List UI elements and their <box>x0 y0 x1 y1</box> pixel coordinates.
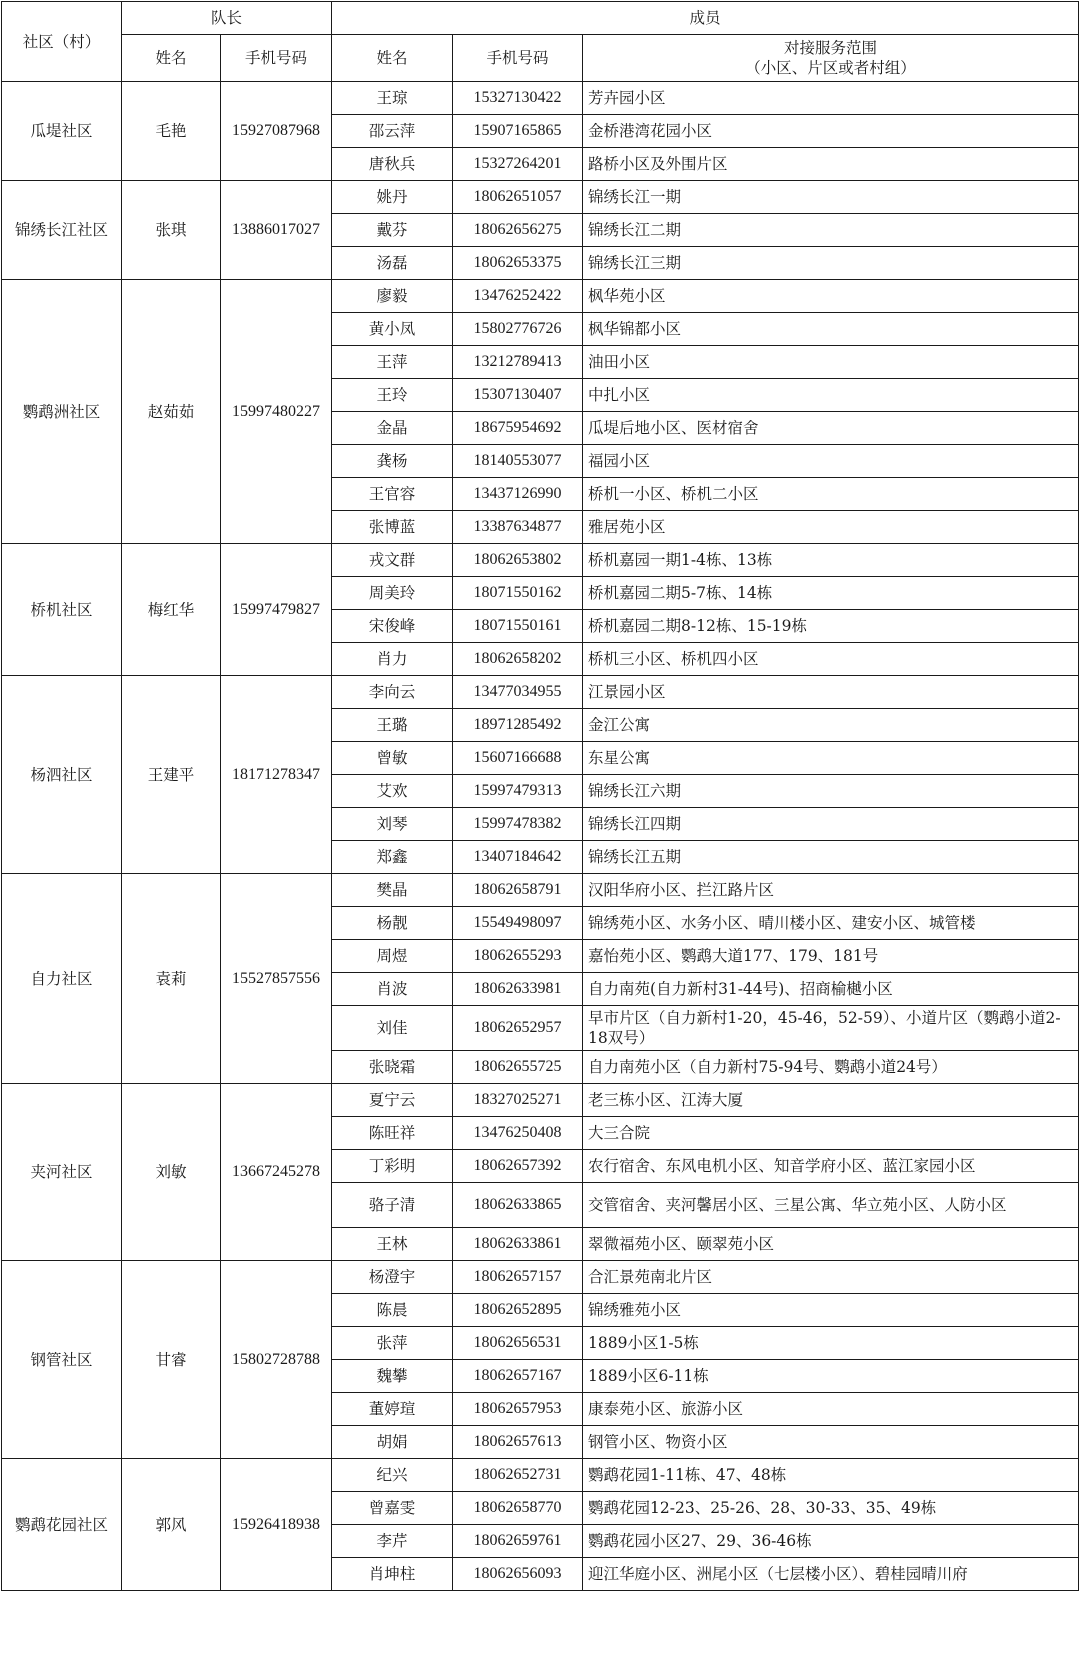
member-name-cell: 肖力 <box>332 643 453 676</box>
member-name-cell: 黄小凤 <box>332 313 453 346</box>
member-scope-cell: 路桥小区及外围片区 <box>583 148 1079 181</box>
member-scope-cell: 自力南苑小区（自力新村75-94号、鹦鹉小道24号） <box>583 1051 1079 1084</box>
member-scope-cell: 1889小区1-5栋 <box>583 1327 1079 1360</box>
member-name-cell: 姚丹 <box>332 181 453 214</box>
member-name-cell: 廖毅 <box>332 280 453 313</box>
member-phone-cell: 18062658770 <box>453 1492 583 1525</box>
member-phone-cell: 18971285492 <box>453 709 583 742</box>
leader-phone-cell: 15997479827 <box>221 544 332 676</box>
member-name-cell: 周煜 <box>332 940 453 973</box>
community-cell: 钢管社区 <box>2 1261 122 1459</box>
member-phone-cell: 18140553077 <box>453 445 583 478</box>
member-phone-cell: 18327025271 <box>453 1084 583 1117</box>
member-scope-cell: 大三合院 <box>583 1117 1079 1150</box>
member-scope-cell: 桥机嘉园二期8-12栋、15-19栋 <box>583 610 1079 643</box>
member-phone-cell: 18062657157 <box>453 1261 583 1294</box>
member-phone-cell: 18062652957 <box>453 1006 583 1051</box>
member-name-cell: 金晶 <box>332 412 453 445</box>
header-scope <box>583 35 1079 82</box>
community-cell: 锦绣长江社区 <box>2 181 122 280</box>
member-name-cell: 汤磊 <box>332 247 453 280</box>
member-scope-cell: 枫华苑小区 <box>583 280 1079 313</box>
member-name-cell: 李芹 <box>332 1525 453 1558</box>
table-row <box>2 1084 1079 1117</box>
member-scope-cell: 桥机三小区、桥机四小区 <box>583 643 1079 676</box>
community-contact-table <box>1 1 1079 1591</box>
community-cell: 杨泗社区 <box>2 676 122 874</box>
table-row <box>2 676 1079 709</box>
leader-name-cell: 毛艳 <box>122 82 221 181</box>
member-scope-cell: 交管宿舍、夹河馨居小区、三星公寓、华立苑小区、人防小区 <box>583 1183 1079 1228</box>
member-scope-cell: 嘉怡苑小区、鹦鹉大道177、179、181号 <box>583 940 1079 973</box>
community-cell: 鹦鹉花园社区 <box>2 1459 122 1591</box>
leader-name-cell: 张琪 <box>122 181 221 280</box>
member-phone-cell: 15802776726 <box>453 313 583 346</box>
member-scope-cell: 东星公寓 <box>583 742 1079 775</box>
member-scope-cell: 迎江华庭小区、洲尾小区（七层楼小区）、碧桂园晴川府 <box>583 1558 1079 1591</box>
table-row <box>2 181 1079 214</box>
member-phone-cell: 18062652895 <box>453 1294 583 1327</box>
member-phone-cell: 18062658791 <box>453 874 583 907</box>
community-cell: 夹河社区 <box>2 1084 122 1261</box>
member-phone-cell: 18062658202 <box>453 643 583 676</box>
community-cell: 鹦鹉洲社区 <box>2 280 122 544</box>
member-phone-cell: 18062656275 <box>453 214 583 247</box>
member-name-cell: 周美玲 <box>332 577 453 610</box>
member-scope-cell: 农行宿舍、东风电机小区、知音学府小区、蓝江家园小区 <box>583 1150 1079 1183</box>
member-name-cell: 樊晶 <box>332 874 453 907</box>
header-scope-line2: （小区、片区或者村组） <box>745 59 916 77</box>
member-phone-cell: 18062655293 <box>453 940 583 973</box>
member-scope-cell: 自力南苑(自力新村31-44号)、招商榆樾小区 <box>583 973 1079 1006</box>
leader-name-cell: 郭风 <box>122 1459 221 1591</box>
leader-phone-cell: 18171278347 <box>221 676 332 874</box>
member-scope-cell: 鹦鹉花园1-11栋、47、48栋 <box>583 1459 1079 1492</box>
member-name-cell: 刘佳 <box>332 1006 453 1051</box>
member-name-cell: 邵云萍 <box>332 115 453 148</box>
table-row <box>2 82 1079 115</box>
member-name-cell: 丁彩明 <box>332 1150 453 1183</box>
member-phone-cell: 18071550162 <box>453 577 583 610</box>
member-scope-cell: 早市片区（自力新村1-20，45-46，52-59）、小道片区（鹦鹉小道2-18双号） <box>583 1006 1079 1051</box>
member-scope-cell: 江景园小区 <box>583 676 1079 709</box>
member-scope-cell: 瓜堤后地小区、医材宿舍 <box>583 412 1079 445</box>
member-scope-cell: 鹦鹉花园12-23、25-26、28、30-33、35、49栋 <box>583 1492 1079 1525</box>
member-name-cell: 戎文群 <box>332 544 453 577</box>
header-leader-group: 队长 <box>122 2 332 35</box>
member-phone-cell: 18062659761 <box>453 1525 583 1558</box>
member-name-cell: 张晓霜 <box>332 1051 453 1084</box>
member-phone-cell: 13387634877 <box>453 511 583 544</box>
member-name-cell: 陈旺祥 <box>332 1117 453 1150</box>
member-phone-cell: 18062653802 <box>453 544 583 577</box>
member-name-cell: 肖波 <box>332 973 453 1006</box>
member-phone-cell: 18062652731 <box>453 1459 583 1492</box>
member-phone-cell: 15607166688 <box>453 742 583 775</box>
member-name-cell: 骆子清 <box>332 1183 453 1228</box>
community-cell: 自力社区 <box>2 874 122 1084</box>
member-name-cell: 张萍 <box>332 1327 453 1360</box>
member-phone-cell: 15907165865 <box>453 115 583 148</box>
member-name-cell: 王玲 <box>332 379 453 412</box>
member-scope-cell: 鹦鹉花园小区27、29、36-46栋 <box>583 1525 1079 1558</box>
table-row <box>2 280 1079 313</box>
member-phone-cell: 18062633981 <box>453 973 583 1006</box>
member-scope-cell: 汉阳华府小区、拦江路片区 <box>583 874 1079 907</box>
member-name-cell: 杨澄宇 <box>332 1261 453 1294</box>
leader-phone-cell: 13886017027 <box>221 181 332 280</box>
member-phone-cell: 18062633861 <box>453 1228 583 1261</box>
member-phone-cell: 18675954692 <box>453 412 583 445</box>
member-scope-cell: 老三栋小区、江涛大厦 <box>583 1084 1079 1117</box>
member-scope-cell: 桥机嘉园一期1-4栋、13栋 <box>583 544 1079 577</box>
member-name-cell: 李向云 <box>332 676 453 709</box>
member-name-cell: 郑鑫 <box>332 841 453 874</box>
member-scope-cell: 油田小区 <box>583 346 1079 379</box>
member-scope-cell: 雅居苑小区 <box>583 511 1079 544</box>
leader-phone-cell: 13667245278 <box>221 1084 332 1261</box>
member-phone-cell: 18062656531 <box>453 1327 583 1360</box>
member-phone-cell: 15549498097 <box>453 907 583 940</box>
header-community: 社区（村） <box>2 2 122 82</box>
member-name-cell: 胡娟 <box>332 1426 453 1459</box>
leader-name-cell: 袁莉 <box>122 874 221 1084</box>
member-phone-cell: 15327130422 <box>453 82 583 115</box>
member-phone-cell: 15997479313 <box>453 775 583 808</box>
member-phone-cell: 15327264201 <box>453 148 583 181</box>
member-name-cell: 艾欢 <box>332 775 453 808</box>
table-row <box>2 1459 1079 1492</box>
member-scope-cell: 福园小区 <box>583 445 1079 478</box>
member-scope-cell: 中扎小区 <box>583 379 1079 412</box>
member-name-cell: 刘琴 <box>332 808 453 841</box>
member-name-cell: 王林 <box>332 1228 453 1261</box>
header-scope-line1: 对接服务范围 <box>784 39 878 57</box>
member-phone-cell: 15307130407 <box>453 379 583 412</box>
leader-name-cell: 刘敏 <box>122 1084 221 1261</box>
header-member-name: 姓名 <box>332 35 453 82</box>
header-leader-name: 姓名 <box>122 35 221 82</box>
member-name-cell: 龚杨 <box>332 445 453 478</box>
member-phone-cell: 18062657953 <box>453 1393 583 1426</box>
member-phone-cell: 18062655725 <box>453 1051 583 1084</box>
member-scope-cell: 锦绣长江二期 <box>583 214 1079 247</box>
member-phone-cell: 13437126990 <box>453 478 583 511</box>
member-scope-cell: 锦绣雅苑小区 <box>583 1294 1079 1327</box>
member-phone-cell: 18062656093 <box>453 1558 583 1591</box>
member-scope-cell: 1889小区6-11栋 <box>583 1360 1079 1393</box>
member-name-cell: 王琼 <box>332 82 453 115</box>
member-phone-cell: 13476252422 <box>453 280 583 313</box>
member-scope-cell: 桥机嘉园二期5-7栋、14栋 <box>583 577 1079 610</box>
member-scope-cell: 金桥港湾花园小区 <box>583 115 1079 148</box>
leader-name-cell: 梅红华 <box>122 544 221 676</box>
member-scope-cell: 锦绣苑小区、水务小区、晴川楼小区、建安小区、城管楼 <box>583 907 1079 940</box>
table-row <box>2 1261 1079 1294</box>
member-name-cell: 唐秋兵 <box>332 148 453 181</box>
member-phone-cell: 13477034955 <box>453 676 583 709</box>
member-name-cell: 曾嘉雯 <box>332 1492 453 1525</box>
leader-phone-cell: 15997480227 <box>221 280 332 544</box>
member-phone-cell: 13212789413 <box>453 346 583 379</box>
header-leader-phone: 手机号码 <box>221 35 332 82</box>
header-row-1 <box>2 2 1079 35</box>
member-scope-cell: 锦绣长江四期 <box>583 808 1079 841</box>
member-phone-cell: 15997478382 <box>453 808 583 841</box>
member-name-cell: 杨靓 <box>332 907 453 940</box>
leader-phone-cell: 15927087968 <box>221 82 332 181</box>
leader-phone-cell: 15527857556 <box>221 874 332 1084</box>
member-name-cell: 曾敏 <box>332 742 453 775</box>
leader-phone-cell: 15802728788 <box>221 1261 332 1459</box>
member-scope-cell: 锦绣长江五期 <box>583 841 1079 874</box>
table-row <box>2 544 1079 577</box>
member-name-cell: 纪兴 <box>332 1459 453 1492</box>
member-phone-cell: 18062651057 <box>453 181 583 214</box>
member-phone-cell: 18071550161 <box>453 610 583 643</box>
member-phone-cell: 13407184642 <box>453 841 583 874</box>
member-name-cell: 魏攀 <box>332 1360 453 1393</box>
leader-name-cell: 王建平 <box>122 676 221 874</box>
leader-name-cell: 赵茹茹 <box>122 280 221 544</box>
member-name-cell: 张博蓝 <box>332 511 453 544</box>
community-cell: 桥机社区 <box>2 544 122 676</box>
community-cell: 瓜堤社区 <box>2 82 122 181</box>
member-name-cell: 董婷瑄 <box>332 1393 453 1426</box>
member-scope-cell: 金江公寓 <box>583 709 1079 742</box>
member-scope-cell: 芳卉园小区 <box>583 82 1079 115</box>
header-row-2 <box>2 35 1079 82</box>
leader-phone-cell: 15926418938 <box>221 1459 332 1591</box>
member-name-cell: 陈晨 <box>332 1294 453 1327</box>
member-scope-cell: 钢管小区、物资小区 <box>583 1426 1079 1459</box>
member-scope-cell: 合汇景苑南北片区 <box>583 1261 1079 1294</box>
member-phone-cell: 18062633865 <box>453 1183 583 1228</box>
member-phone-cell: 18062657613 <box>453 1426 583 1459</box>
member-name-cell: 王璐 <box>332 709 453 742</box>
member-scope-cell: 锦绣长江一期 <box>583 181 1079 214</box>
header-member-phone: 手机号码 <box>453 35 583 82</box>
member-scope-cell: 锦绣长江六期 <box>583 775 1079 808</box>
leader-name-cell: 甘睿 <box>122 1261 221 1459</box>
member-phone-cell: 18062657392 <box>453 1150 583 1183</box>
roster-body <box>2 82 1079 1591</box>
member-scope-cell: 康泰苑小区、旅游小区 <box>583 1393 1079 1426</box>
header-member-group: 成员 <box>332 2 1079 35</box>
member-scope-cell: 枫华锦都小区 <box>583 313 1079 346</box>
member-scope-cell: 翠微福苑小区、颐翠苑小区 <box>583 1228 1079 1261</box>
member-scope-cell: 锦绣长江三期 <box>583 247 1079 280</box>
member-scope-cell: 桥机一小区、桥机二小区 <box>583 478 1079 511</box>
member-name-cell: 肖坤柱 <box>332 1558 453 1591</box>
member-phone-cell: 13476250408 <box>453 1117 583 1150</box>
member-name-cell: 戴芬 <box>332 214 453 247</box>
member-name-cell: 夏宁云 <box>332 1084 453 1117</box>
table-row <box>2 874 1079 907</box>
member-name-cell: 宋俊峰 <box>332 610 453 643</box>
member-phone-cell: 18062653375 <box>453 247 583 280</box>
member-name-cell: 王萍 <box>332 346 453 379</box>
member-phone-cell: 18062657167 <box>453 1360 583 1393</box>
member-name-cell: 王官容 <box>332 478 453 511</box>
